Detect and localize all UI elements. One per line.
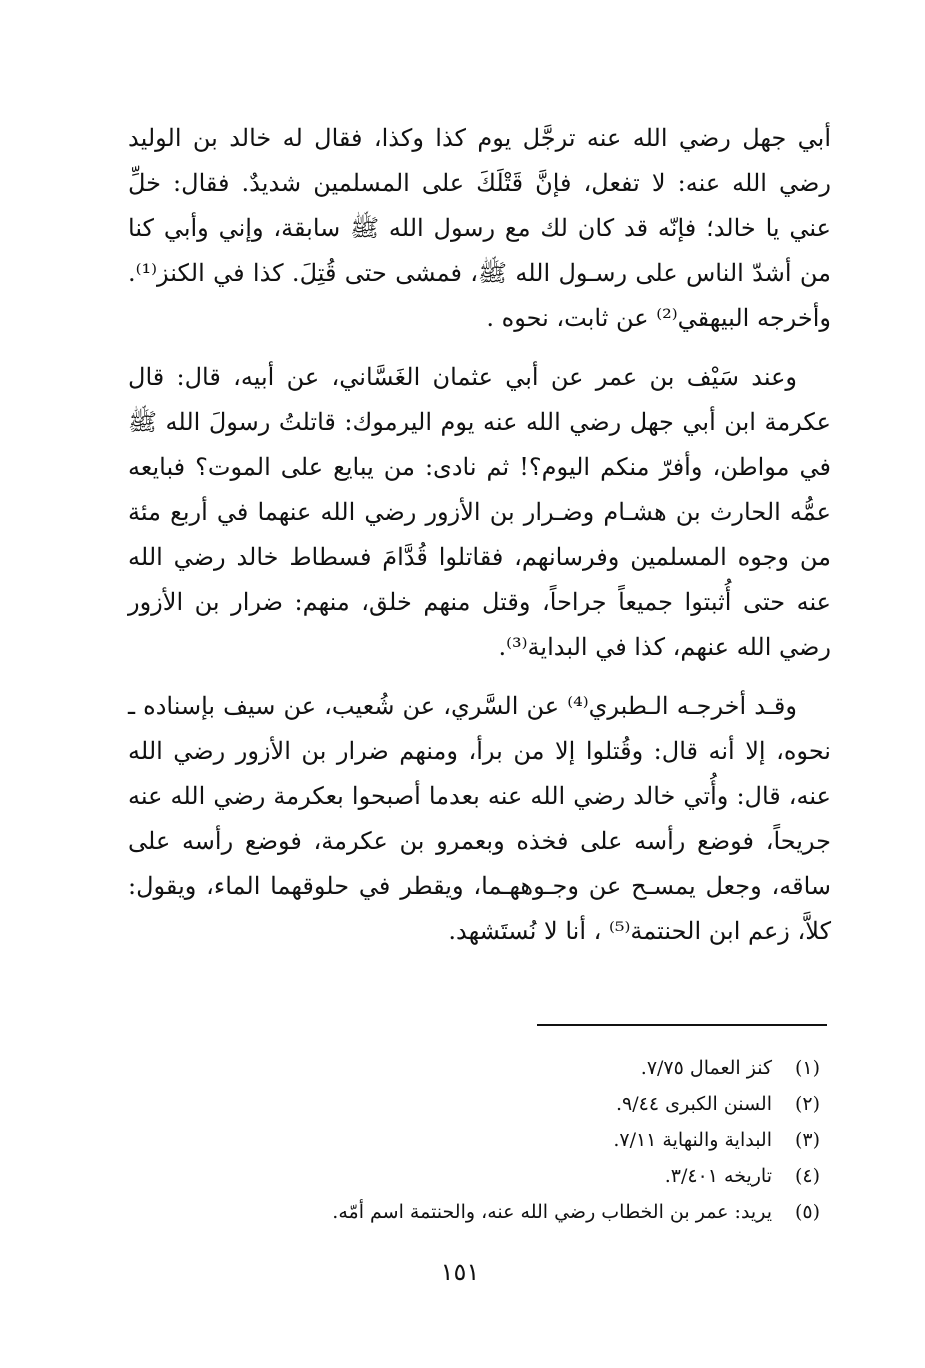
footnote-item <box>200 1086 820 1122</box>
main-text <box>128 116 831 954</box>
footnote-number: (٣) <box>794 1129 820 1151</box>
footnote-item <box>200 1194 820 1230</box>
paragraph-2: وعند سَيْف بن عمر عن أبي عثمان الغَسَّاني، عن أبيه، قال: قال عكرمة ابن أبي جهل رضي الله عنه يوم اليرموك: قاتلتُ رسولَ الله ﷺ في مواطن، وأفرّ منكم اليوم؟! ثم نادى: من يبايع على الموت؟ فبايعه عمُّه الحارث بن هشـام وضـرار بن الأزور رضي الله عنهما في أربع مئة من وجوه المسلمين وفرسانهم، فقاتلوا قُدَّامَ فسطاط خالد رضي الله عنه حتى أُثبتوا جميعاً جراحاً، وقتل منهم خلق، منهم: ضرار بن الأزور رضي الله عنهم، كذا في البداية⁽³⁾. <box>128 363 831 661</box>
page-number: ١٥١ <box>440 1258 480 1286</box>
footnote-number: (٤) <box>794 1165 820 1187</box>
footnote-item <box>200 1122 820 1158</box>
footnote-text: تاريخه ٣/٤٠١. <box>664 1165 772 1187</box>
footnote-text: البداية والنهاية ٧/١١. <box>613 1129 772 1151</box>
footnote-text: كنز العمال ٧/٧٥. <box>640 1057 772 1079</box>
footnote-item <box>200 1050 820 1086</box>
footnote-number: (١) <box>794 1057 820 1079</box>
footnote-number: (٥) <box>794 1201 820 1223</box>
footnote-text: يريد: عمر بن الخطاب رضي الله عنه، والحنتمة اسم أمّه. <box>332 1201 772 1223</box>
footnote-text: السنن الكبرى ٩/٤٤. <box>615 1093 772 1115</box>
paragraph-3: وقـد أخرجـه الـطبري⁽⁴⁾ عن السَّري، عن شُعيب، عن سيف بإسناده ـ نحوه، إلا أنه قال: وقُتلوا إلا من برأ، ومنهم ضرار بن الأزور رضي الله عنه، قال: وأُتي خالد رضي الله عنه بعدما أصبحوا بعكرمة رضي الله عنه جريحاً، فوضع رأسه على فخذه وبعمرو بن عكرمة، فوضع رأسه على ساقه، وجعل يمسـح عن وجـوههـما، ويقطر في حلوقهما الماء، ويقول: كلاَّ، زعم ابن الحنتمة⁽⁵⁾ ، أنا لا نُستَشهد. <box>128 692 831 945</box>
footnote-separator <box>537 1024 827 1026</box>
footnote-item <box>200 1158 820 1194</box>
footnotes <box>200 1050 820 1230</box>
paragraph-1: أبي جهل رضي الله عنه ترجَّل يوم كذا وكذا، فقال له خالد بن الوليد رضي الله عنه: لا تفعل، فإنَّ قَتْلَكَ على المسلمين شديدٌ. فقال: خلِّ عني يا خالد؛ فإنّه قد كان لك مع رسول الله ﷺ سابقة، وإني وأبي كنا من أشدّ الناس على رسـول الله ﷺ، فمشى حتى قُتِلَ. كذا في الكنز⁽¹⁾. وأخرجه البيهقي⁽²⁾ عن ثابت، نحوه . <box>128 124 831 332</box>
footnote-number: (٢) <box>794 1093 820 1115</box>
